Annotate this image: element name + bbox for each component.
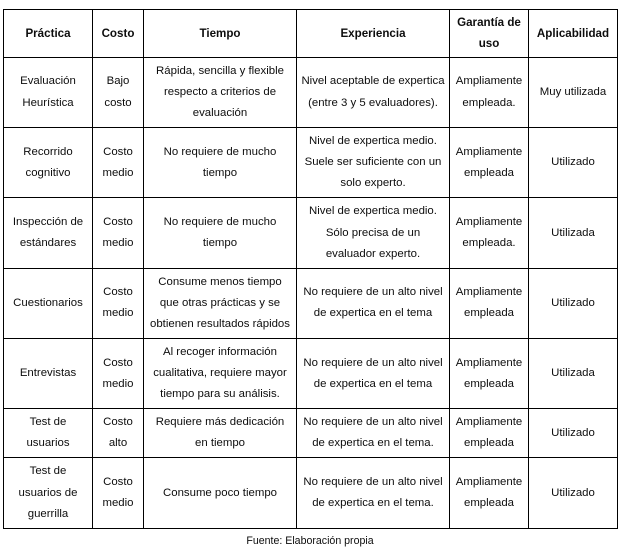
cell-garantia: Ampliamente empleada	[450, 458, 529, 528]
table-row	[4, 198, 618, 268]
cell-aplicabilidad: Utilizada	[529, 339, 618, 409]
table-row	[4, 409, 618, 458]
cell-experiencia: Nivel aceptable de expertica (entre 3 y 5 evaluadores).	[297, 57, 450, 127]
cell-garantia: Ampliamente empleada	[450, 409, 529, 458]
cell-costo: Bajo costo	[93, 57, 144, 127]
figure-source-caption: Fuente: Elaboración propia	[246, 534, 374, 547]
table-row	[4, 128, 618, 198]
cell-practica: Evaluación Heurística	[4, 57, 93, 127]
cell-tiempo: Rápida, sencilla y flexible respecto a criterios de evaluación	[144, 57, 297, 127]
cell-aplicabilidad: Utilizado	[529, 268, 618, 338]
cell-practica: Test de usuarios	[4, 409, 93, 458]
cell-costo: Costo medio	[93, 128, 144, 198]
cell-costo: Costo medio	[93, 339, 144, 409]
cell-experiencia: No requiere de un alto nivel de expertica en el tema	[297, 339, 450, 409]
cell-experiencia: No requiere de un alto nivel de expertica en el tema.	[297, 458, 450, 528]
cell-tiempo: No requiere de mucho tiempo	[144, 198, 297, 268]
cell-garantia: Ampliamente empleada.	[450, 198, 529, 268]
cell-experiencia: No requiere de un alto nivel de expertica en el tema	[297, 268, 450, 338]
cell-practica: Recorrido cognitivo	[4, 128, 93, 198]
table-header	[4, 10, 618, 58]
column-header-costo: Costo	[93, 10, 144, 58]
header-row	[4, 10, 618, 58]
column-header-garantia: Garantía de uso	[450, 10, 529, 58]
column-header-aplicabilidad: Aplicabilidad	[529, 10, 618, 58]
cell-practica: Inspección de estándares	[4, 198, 93, 268]
cell-aplicabilidad: Utilizado	[529, 128, 618, 198]
cell-tiempo: Consume menos tiempo que otras prácticas y se obtienen resultados rápidos	[144, 268, 297, 338]
cell-aplicabilidad: Utilizada	[529, 198, 618, 268]
cell-garantia: Ampliamente empleada	[450, 128, 529, 198]
cell-experiencia: Nivel de expertica medio. Suele ser suficiente con un solo experto.	[297, 128, 450, 198]
table-row	[4, 57, 618, 127]
cell-practica: Test de usuarios de guerrilla	[4, 458, 93, 528]
cell-costo: Costo medio	[93, 198, 144, 268]
cell-tiempo: Consume poco tiempo	[144, 458, 297, 528]
table-row	[4, 339, 618, 409]
cell-garantia: Ampliamente empleada	[450, 268, 529, 338]
cell-garantia: Ampliamente empleada.	[450, 57, 529, 127]
cell-costo: Costo medio	[93, 458, 144, 528]
cell-practica: Cuestionarios	[4, 268, 93, 338]
cell-experiencia: No requiere de un alto nivel de expertica en el tema.	[297, 409, 450, 458]
table-row	[4, 458, 618, 528]
table-row	[4, 268, 618, 338]
cell-garantia: Ampliamente empleada	[450, 339, 529, 409]
column-header-practica: Práctica	[4, 10, 93, 58]
cell-tiempo: Requiere más dedicación en tiempo	[144, 409, 297, 458]
cell-tiempo: No requiere de mucho tiempo	[144, 128, 297, 198]
cell-aplicabilidad: Muy utilizada	[529, 57, 618, 127]
cell-aplicabilidad: Utilizado	[529, 458, 618, 528]
column-header-experiencia: Experiencia	[297, 10, 450, 58]
usability-practices-table	[3, 9, 618, 529]
cell-tiempo: Al recoger información cualitativa, requiere mayor tiempo para su análisis.	[144, 339, 297, 409]
cell-costo: Costo alto	[93, 409, 144, 458]
cell-practica: Entrevistas	[4, 339, 93, 409]
table-body	[4, 57, 618, 528]
column-header-tiempo: Tiempo	[144, 10, 297, 58]
cell-experiencia: Nivel de expertica medio. Sólo precisa de un evaluador experto.	[297, 198, 450, 268]
cell-aplicabilidad: Utilizado	[529, 409, 618, 458]
cell-costo: Costo medio	[93, 268, 144, 338]
